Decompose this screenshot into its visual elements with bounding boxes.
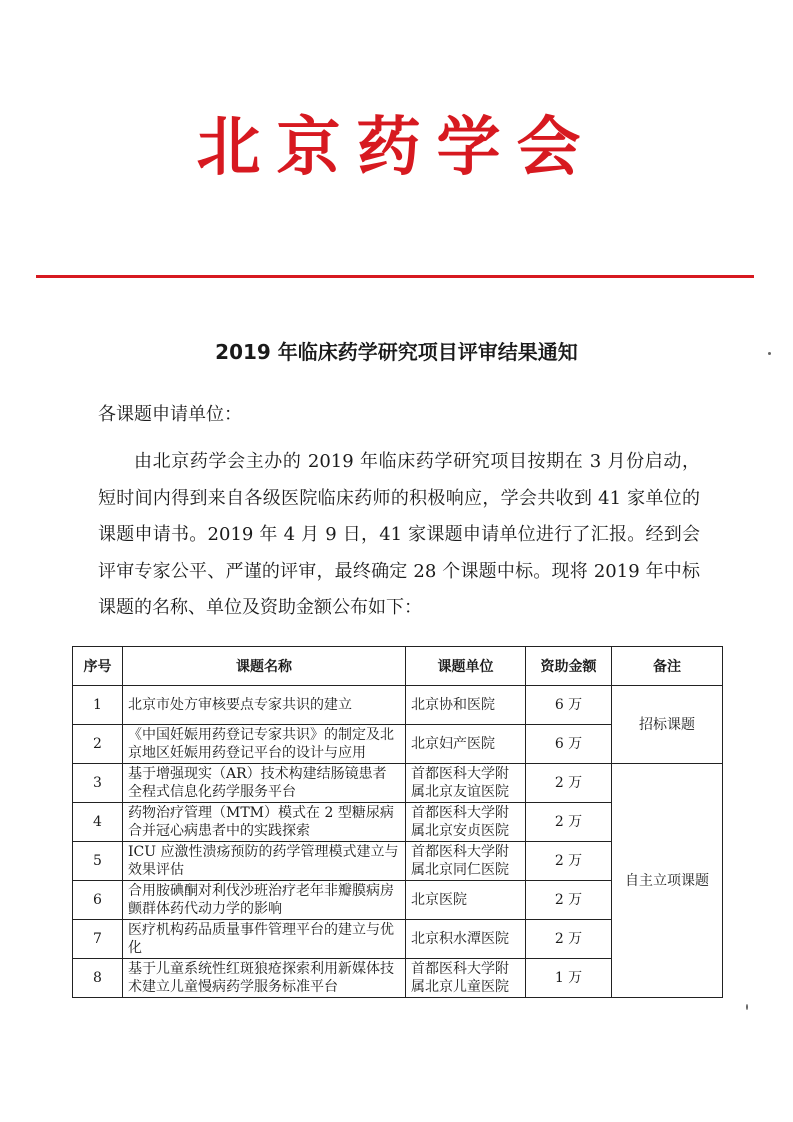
header-remark: 备注 [612,647,723,686]
row-amount: 6 万 [526,725,612,764]
row-no: 7 [73,920,123,959]
row-name: 药物治疗管理（MTM）模式在 2 型糖尿病合并冠心病患者中的实践探索 [123,803,406,842]
row-no: 1 [73,686,123,725]
salutation: 各课题申请单位： [98,404,242,425]
header-amount: 资助金额 [526,647,612,686]
row-no: 5 [73,842,123,881]
row-name: 合用胺碘酮对利伐沙班治疗老年非瓣膜病房颤群体药代动力学的影响 [123,881,406,920]
row-name: ICU 应激性溃疡预防的药学管理模式建立与效果评估 [123,842,406,881]
org-name-header: 北京药学会 [196,110,597,185]
row-amount: 2 万 [526,803,612,842]
row-amount: 2 万 [526,920,612,959]
table-row [73,686,723,725]
row-amount: 6 万 [526,686,612,725]
header-no: 序号 [73,647,123,686]
row-unit: 北京积水潭医院 [406,920,526,959]
row-no: 4 [73,803,123,842]
row-no: 8 [73,959,123,998]
red-divider [36,275,754,278]
row-name: 基于儿童系统性红斑狼疮探索利用新媒体技术建立儿童慢病药学服务标准平台 [123,959,406,998]
row-no: 3 [73,764,123,803]
scan-speck [746,1004,748,1010]
row-name: 基于增强现实（AR）技术构建结肠镜患者全程式信息化药学服务平台 [123,764,406,803]
row-no: 6 [73,881,123,920]
row-unit: 北京协和医院 [406,686,526,725]
row-unit: 首都医科大学附属北京安贞医院 [406,803,526,842]
table-row [73,764,723,803]
row-name: 北京市处方审核要点专家共识的建立 [123,686,406,725]
document-title: 2019 年临床药学研究项目评审结果通知 [215,340,578,364]
row-remark: 自主立项课题 [612,764,723,998]
scan-speck [768,352,771,355]
row-amount: 2 万 [526,842,612,881]
row-remark: 招标课题 [612,686,723,764]
projects-table [72,646,723,998]
row-amount: 2 万 [526,881,612,920]
header-name: 课题名称 [123,647,406,686]
row-unit: 北京医院 [406,881,526,920]
header-unit: 课题单位 [406,647,526,686]
table-header-row [73,647,723,686]
row-name: 《中国妊娠用药登记专家共识》的制定及北京地区妊娠用药登记平台的设计与应用 [123,725,406,764]
row-no: 2 [73,725,123,764]
body-paragraph: 由北京药学会主办的 2019 年临床药学研究项目按期在 3 月份启动，短时间内得到来自各级医院临床药师的积极响应，学会共收到 41 家单位的课题申请书。2019 年 4 月 9 日，41 家课题申请单位进行了汇报。经到会评审专家公平、严谨的评审，最终确定 28 个课题中标。现将 2019 年中标课题的名称、单位及资助金额公布如下： [98,451,700,619]
row-unit: 首都医科大学附属北京友谊医院 [406,764,526,803]
row-amount: 2 万 [526,764,612,803]
row-amount: 1 万 [526,959,612,998]
row-unit: 北京妇产医院 [406,725,526,764]
row-unit: 首都医科大学附属北京同仁医院 [406,842,526,881]
row-name: 医疗机构药品质量事件管理平台的建立与优化 [123,920,406,959]
row-unit: 首都医科大学附属北京儿童医院 [406,959,526,998]
